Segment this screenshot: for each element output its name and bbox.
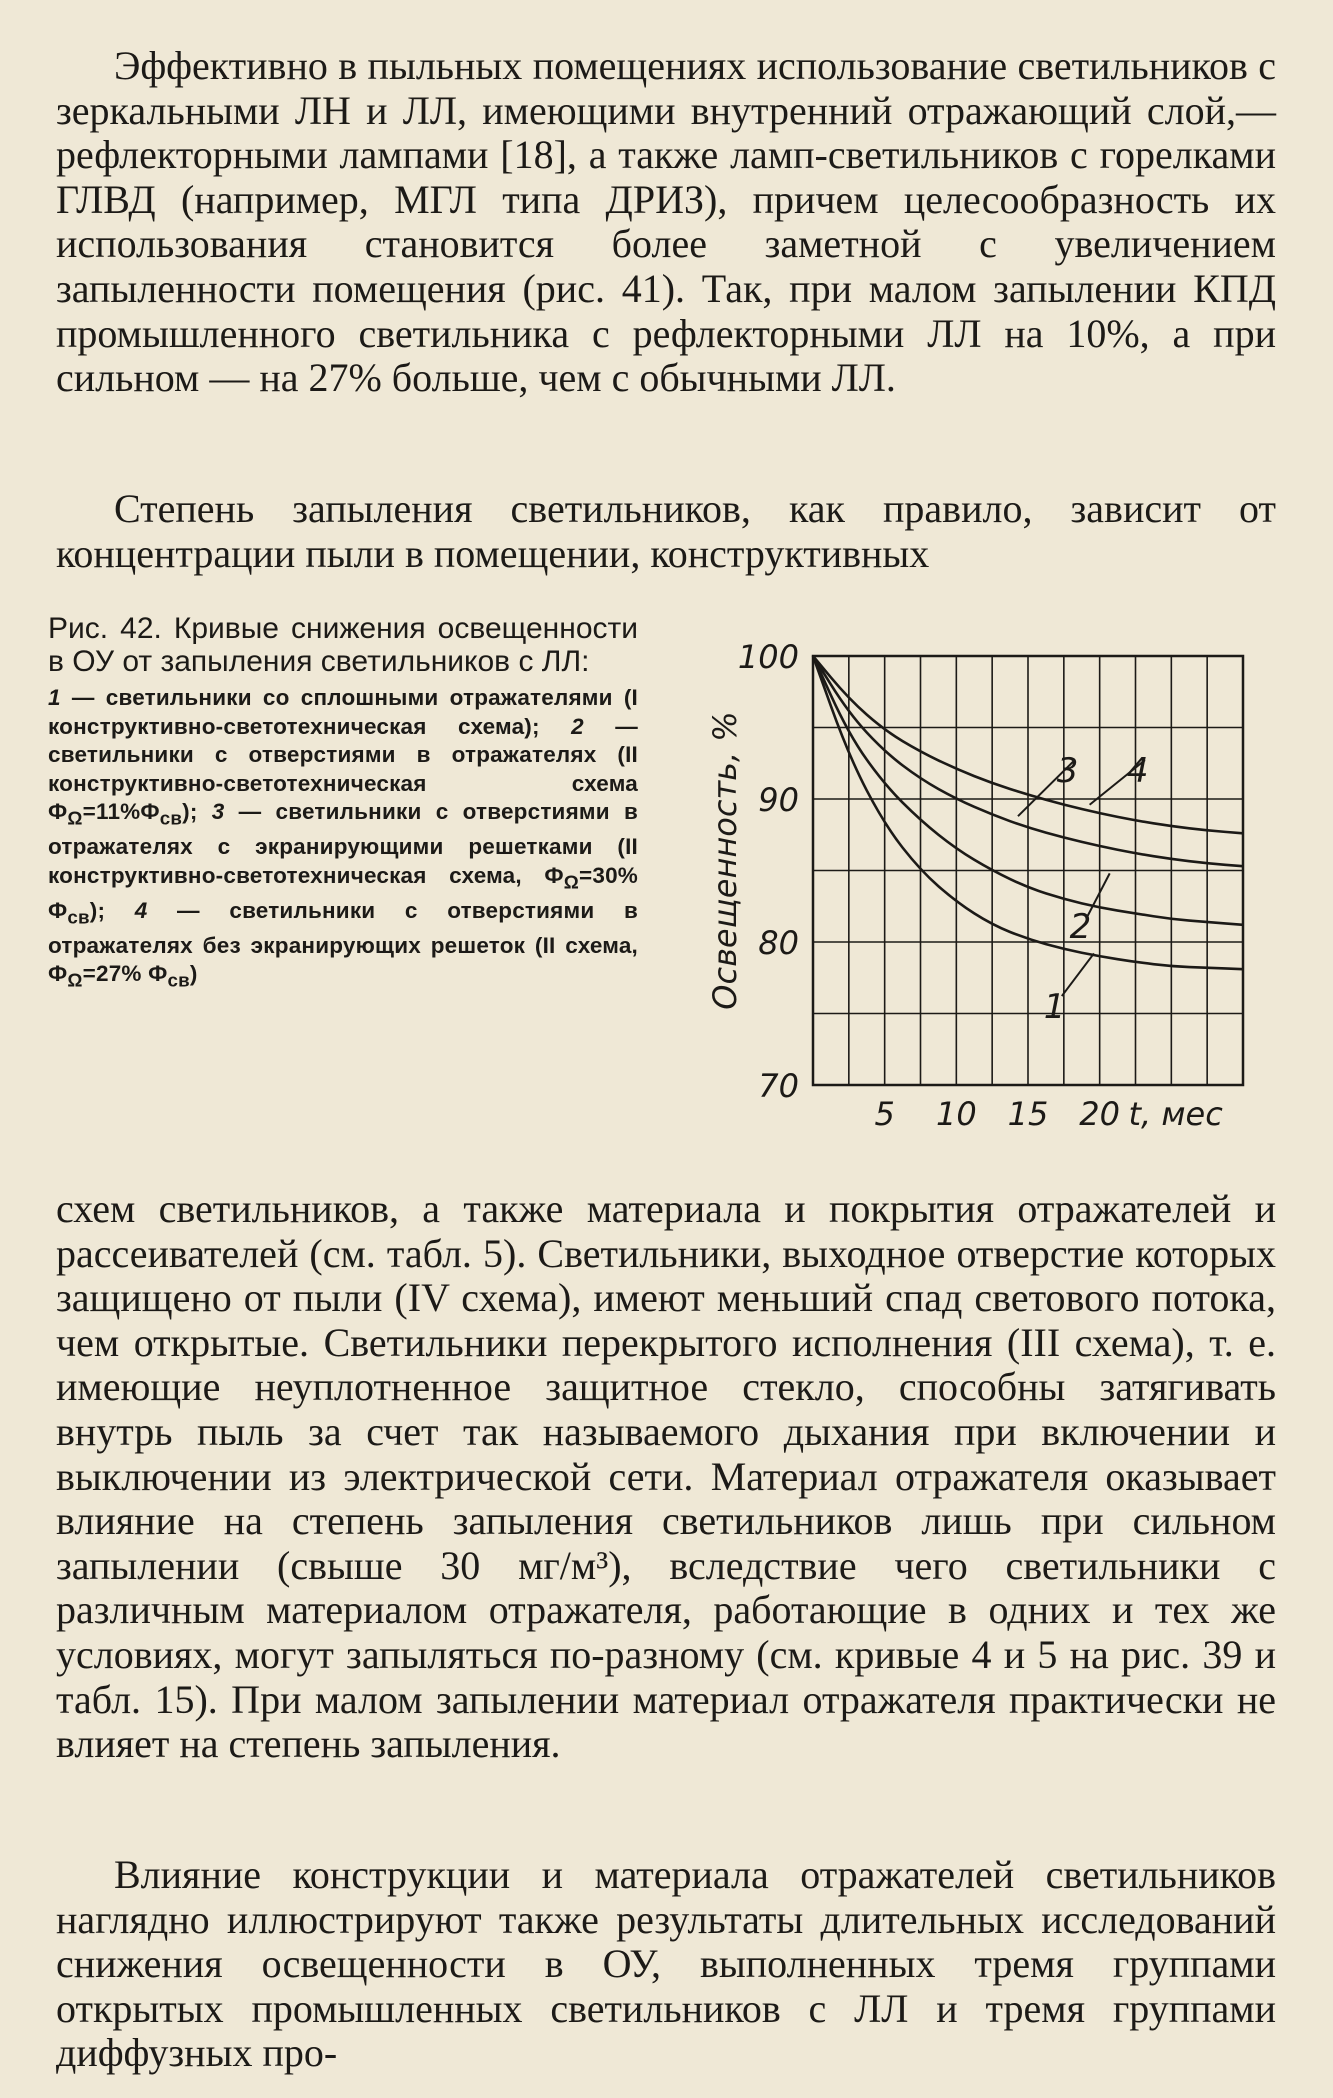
caption-item-3-text-b: =30% Ф [48,862,638,923]
caption-item-4-number: 4 [134,897,148,923]
x-tick-label: 5 [874,1095,895,1133]
x-tick-label: 20 [1079,1095,1121,1133]
curve-label-4: 4 [1126,751,1149,792]
curve-label-3: 3 [1056,751,1079,792]
caption-item-3-text: — светильники с отверстиями в отражателях с экранирующими решетками (II конструктивно-светотехническая схема, Ф [48,799,638,888]
paragraph-3: схем светильников, а также материала и покрытия отражателей и рассеивателей (см. табл. 5). Светильники, выходное отверстие которых защищено от пыли (IV схема), имеют меньший спад светового потока, чем открытые. Светильники перекрытого исполнения (III схема), т. е. имеющие неуплотненное защитное стекло, способны затягивать внутрь пыль за счет так называемого дыхания при включении и выключении из электрической сети. Материал отражателя оказывает влияние на степень запыления светильников лишь при сильном запылении (свыше 30 мг/м³), вследствие чего светильники с различным материалом отражателя, работающие в одних и тех же условиях, могут запыляться по-разному (см. кривые 4 и 5 на рис. 39 и табл. 15). При малом запылении материал отражателя практически не влияет на степень запыления. [56,1186,1276,1767]
caption-item-4-text-c: ) [189,961,198,986]
y-axis-label: Освещенность, % [706,711,744,1010]
caption-item-4-text-b: =27% Ф [82,961,168,986]
caption-item-2-text: — светильники с отверстиями в отражателях (II конструктивно-светотехническая схема Ф [48,713,639,824]
caption-item-3-text-c: ); [89,897,135,923]
caption-item-4-text: — светильники с отверстиями в отражателях без экранирующих решеток (II схема, Ф [48,897,638,986]
caption-item-1-number: 1 [48,685,61,710]
caption-item-2-subscript-2: св [159,807,183,829]
x-tick-label: 10 [935,1095,977,1133]
caption-item-2-text-c: ); [182,799,212,824]
y-tick-label: 80 [758,924,799,962]
paragraph-1: Эффективно в пыльных помещениях использование светильников с зеркальными ЛН и ЛЛ, имеющими внутренний отражающий слой,—рефлекторными лампами [18], а также ламп-светильников с горелками ГЛВД (например, МГЛ типа ДРИЗ), причем целесообразность их использования становится более заметной с увеличением запыленности помещения (рис. 41). Так, при малом запылении КПД промышленного светильника с рефлекторными ЛЛ на 10%, а при сильном — на 27% больше, чем с обычными ЛЛ. [56,43,1276,401]
curve-label-2: 2 [1069,906,1092,947]
caption-item-2-text-b: =11%Ф [82,799,160,824]
paragraph-2: Степень запыления светильников, как правило, зависит от концентрации пыли в помещении, конструктивных [56,486,1276,576]
y-tick-label: 90 [758,781,799,819]
x-tick-label: 15 [1007,1095,1049,1133]
caption-item-4-subscript: Ω [67,969,83,991]
caption-item-2-subscript: Ω [67,807,83,829]
y-tick-label: 100 [737,638,799,676]
caption-item-3-subscript-2: св [67,906,90,927]
caption-item-1-text: — светильники со сплошными отражателями (I конструктивно-светотехническая схема); [48,685,638,739]
chart-labels [706,638,1223,1133]
paragraph-4: Влияние конструкции и материала отражателей светильников наглядно иллюстрируют также результаты длительных исследований снижения освещенности в ОУ, выполненных тремя группами открытых промышленных светильников с ЛЛ и тремя группами диффузных про- [56,1852,1276,2076]
caption-title: Рис. 42. Кривые снижения освещенности в ОУ от запыления светильников с ЛЛ: [48,612,638,678]
caption-item-3-subscript: Ω [563,871,580,892]
curve-leader-1 [1062,953,1094,996]
chart-grid [813,656,1243,1085]
caption-item-3-number: 3 [211,799,225,824]
curve-label-1: 1 [1043,987,1066,1028]
caption-item-4-subscript-2: св [167,969,190,991]
y-tick-label: 70 [758,1067,799,1105]
caption-item-2-number: 2 [571,713,584,739]
x-axis-label: t, мес [1128,1095,1223,1133]
